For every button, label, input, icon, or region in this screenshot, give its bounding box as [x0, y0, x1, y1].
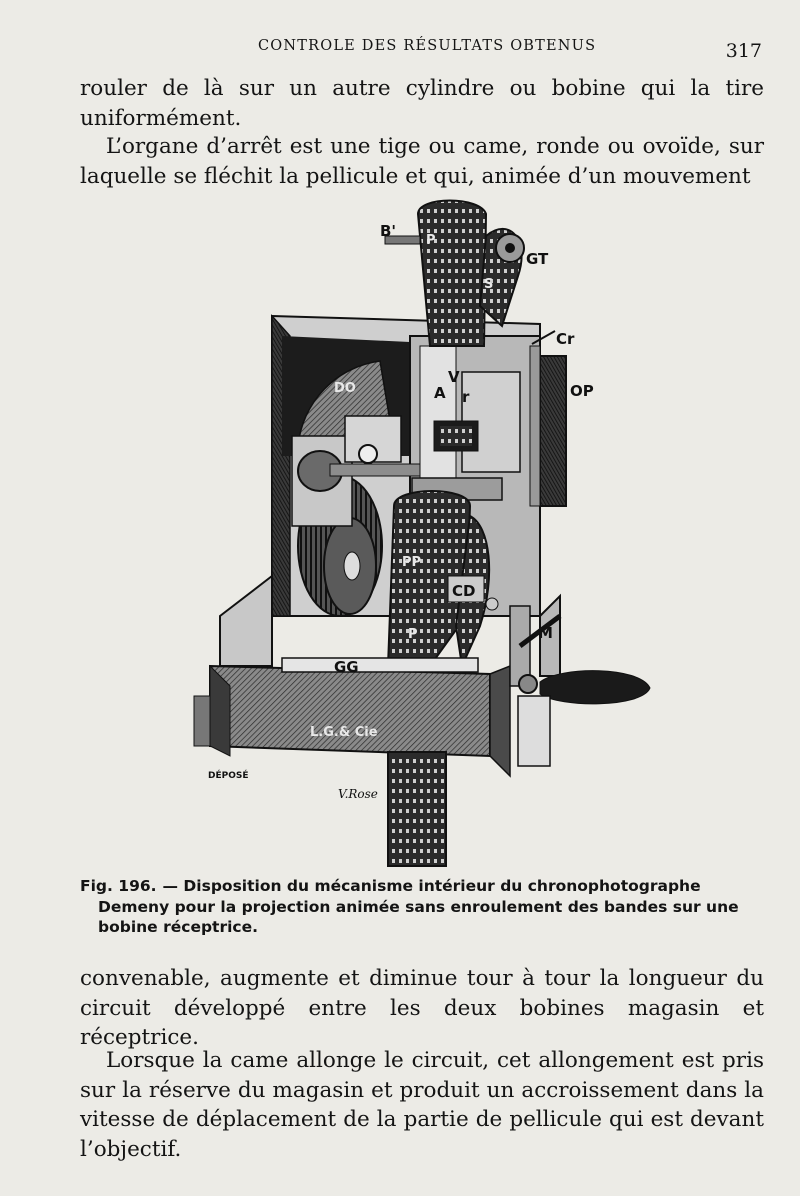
paragraph-stop-organ: L’organe d’arrêt est une tige ou came, ronde ou ovoïde, sur laquelle se fléchit la pellicule et qui, animée d’un mouvement: [80, 134, 764, 189]
label-pp: PP: [402, 555, 422, 570]
label-r: r: [462, 388, 470, 406]
label-cr: Cr: [556, 330, 575, 348]
depose-mark: DÉPOSÉ: [208, 771, 249, 781]
caption-line-3: bobine réceptrice.: [98, 918, 259, 936]
label-m: M: [538, 624, 553, 642]
label-cd: CD: [452, 582, 476, 600]
label-p-low: P: [408, 627, 418, 642]
engraver-signature: V.Rose: [338, 787, 378, 801]
engraving: [180, 196, 660, 868]
label-gt: GT: [526, 250, 549, 268]
label-a: A: [434, 384, 446, 402]
caption-line-1: [80, 876, 764, 897]
paragraph-circuit: convenable, augmente et diminue tour à tour la longueur du circuit développé entre les deux bobines magasin et réceptrice.: [80, 966, 764, 1050]
label-op: OP: [570, 382, 594, 400]
label-do: DO: [334, 381, 356, 396]
page-header: [80, 34, 766, 64]
label-gg: GG: [334, 658, 359, 676]
page-number: 317: [725, 40, 762, 62]
paragraph-continued: rouler de là sur un autre cylindre ou bobine qui la tire uniformément.: [80, 76, 764, 131]
figure-number: Fig. 196.: [80, 877, 157, 895]
paragraph-lengthening: Lorsque la came allonge le circuit, cet allongement est pris sur la réserve du magasin et produit un accroissement dans la vitesse de déplacement de la partie de pellicule qui est devant l’objectif.: [80, 1048, 764, 1162]
label-v: V: [448, 368, 460, 386]
caption-text-1: — Disposition du mécanisme intérieur du chronophotographe: [162, 877, 701, 895]
label-p-top: P: [426, 233, 436, 248]
running-title: CONTROLE DES RÉSULTATS OBTENUS: [258, 38, 597, 54]
chronophotographe-illustration: [180, 196, 660, 868]
label-s: S: [484, 277, 494, 292]
label-b1: B': [380, 222, 397, 240]
figure-caption: [80, 876, 764, 938]
maker-mark: L.G.& Cie: [310, 725, 378, 740]
caption-line-2: Demeny pour la projection animée sans enroulement des bandes sur une: [98, 897, 739, 916]
